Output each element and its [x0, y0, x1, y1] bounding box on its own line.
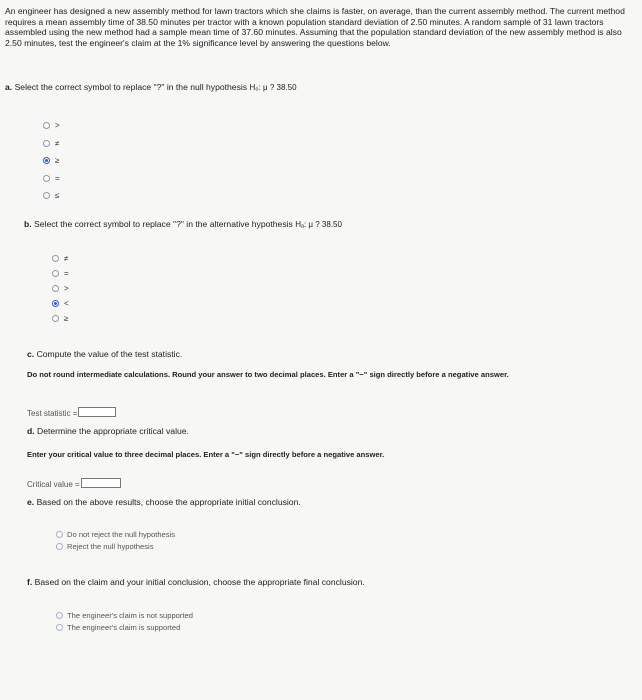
critical-value-input[interactable]: [81, 478, 121, 488]
question-e: [27, 497, 301, 507]
alternative-hypothesis-options: [52, 251, 69, 326]
radio-button[interactable]: [56, 531, 63, 538]
null-hypothesis-options: [43, 117, 60, 205]
question-c: [27, 349, 182, 359]
question-d-instruction: Enter your critical value to three decimal places. Enter a "−" sign directly before a negative answer.: [27, 450, 385, 459]
question-d-letter: d.: [27, 426, 35, 436]
critical-value-label: Critical value =: [27, 480, 80, 489]
option-label: >: [64, 284, 69, 293]
option-label: =: [55, 173, 60, 183]
question-d: [27, 426, 189, 436]
option-e-0[interactable]: [56, 529, 175, 541]
question-c-letter: c.: [27, 349, 35, 359]
option-e-1[interactable]: [56, 541, 175, 553]
option-label: The engineer's claim is not supported: [67, 610, 193, 620]
problem-statement: An engineer has designed a new assembly method for lawn tractors which she claims is faster, on average, than the current assembly method. The current method requires a mean assembly time of 38.50 minutes per tractor with a known population standard deviation of 2.50 minutes. A random sample of 31 lawn tractors assembled using the new method had a sample mean time of 37.60 minutes. Assuming that the population standard deviation of the new assembly method is also 2.50 minutes, test the engineer's claim at the 1% significance level by answering the questions below.: [5, 6, 625, 48]
question-b: [24, 219, 342, 229]
option-b-4[interactable]: [52, 311, 69, 326]
radio-button[interactable]: [56, 543, 63, 550]
critical-value-row: [27, 474, 121, 492]
radio-button[interactable]: [52, 270, 59, 277]
alternative-hypothesis: Hₐ: μ ? 38.50: [295, 220, 342, 229]
option-label: =: [64, 269, 69, 278]
question-f-text: Based on the claim and your initial conclusion, choose the appropriate final conclusion.: [34, 577, 365, 587]
question-a-letter: a.: [5, 82, 13, 92]
question-f-letter: f.: [27, 577, 33, 587]
option-label: The engineer's claim is supported: [67, 622, 181, 632]
question-e-letter: e.: [27, 497, 35, 507]
option-label: ≤: [55, 191, 60, 201]
option-a-2[interactable]: [43, 152, 60, 170]
radio-button[interactable]: [52, 315, 59, 322]
option-label: ≥: [64, 314, 69, 323]
radio-button[interactable]: [43, 192, 50, 199]
question-e-text: Based on the above results, choose the appropriate initial conclusion.: [36, 497, 301, 507]
radio-button[interactable]: [56, 612, 63, 619]
question-a: [5, 82, 297, 92]
test-statistic-input[interactable]: [78, 407, 116, 417]
option-label: Do not reject the null hypothesis: [67, 530, 176, 540]
radio-button[interactable]: [43, 140, 50, 147]
test-statistic-row: [27, 403, 116, 421]
question-b-text: Select the correct symbol to replace "?" in the alternative hypothesis: [34, 219, 293, 229]
radio-button[interactable]: [43, 175, 50, 182]
option-f-0[interactable]: [56, 609, 193, 621]
radio-button[interactable]: [56, 624, 63, 631]
option-a-3[interactable]: [43, 170, 60, 188]
option-label: >: [55, 121, 60, 131]
option-a-4[interactable]: [43, 187, 60, 205]
final-conclusion-options: [56, 609, 193, 633]
radio-button[interactable]: [52, 285, 59, 292]
question-d-text: Determine the appropriate critical value.: [37, 426, 189, 436]
initial-conclusion-options: [56, 529, 175, 552]
option-a-1[interactable]: [43, 135, 60, 153]
radio-button[interactable]: [52, 255, 59, 262]
option-label: ≥: [55, 156, 60, 166]
radio-button-selected[interactable]: [52, 300, 59, 307]
radio-button[interactable]: [43, 122, 50, 129]
question-b-letter: b.: [24, 219, 32, 229]
option-b-2[interactable]: [52, 281, 69, 296]
option-label: <: [64, 299, 69, 308]
question-c-text: Compute the value of the test statistic.: [36, 349, 183, 359]
option-a-0[interactable]: [43, 117, 60, 135]
question-f: [27, 577, 365, 587]
radio-button-selected[interactable]: [43, 157, 50, 164]
option-label: ≠: [55, 138, 60, 148]
option-b-3[interactable]: [52, 296, 69, 311]
test-statistic-label: Test statistic =: [27, 409, 78, 418]
question-c-instruction: Do not round intermediate calculations. Round your answer to two decimal places. Enter a "−" sign directly before a negative answer.: [27, 370, 509, 379]
option-label: Reject the null hypothesis: [67, 541, 154, 551]
option-f-1[interactable]: [56, 621, 193, 633]
option-b-1[interactable]: [52, 266, 69, 281]
option-b-0[interactable]: [52, 251, 69, 266]
null-hypothesis: H₀: μ ? 38.50: [249, 83, 297, 92]
option-label: ≠: [64, 254, 69, 263]
question-a-text: Select the correct symbol to replace "?" in the null hypothesis: [14, 82, 248, 92]
